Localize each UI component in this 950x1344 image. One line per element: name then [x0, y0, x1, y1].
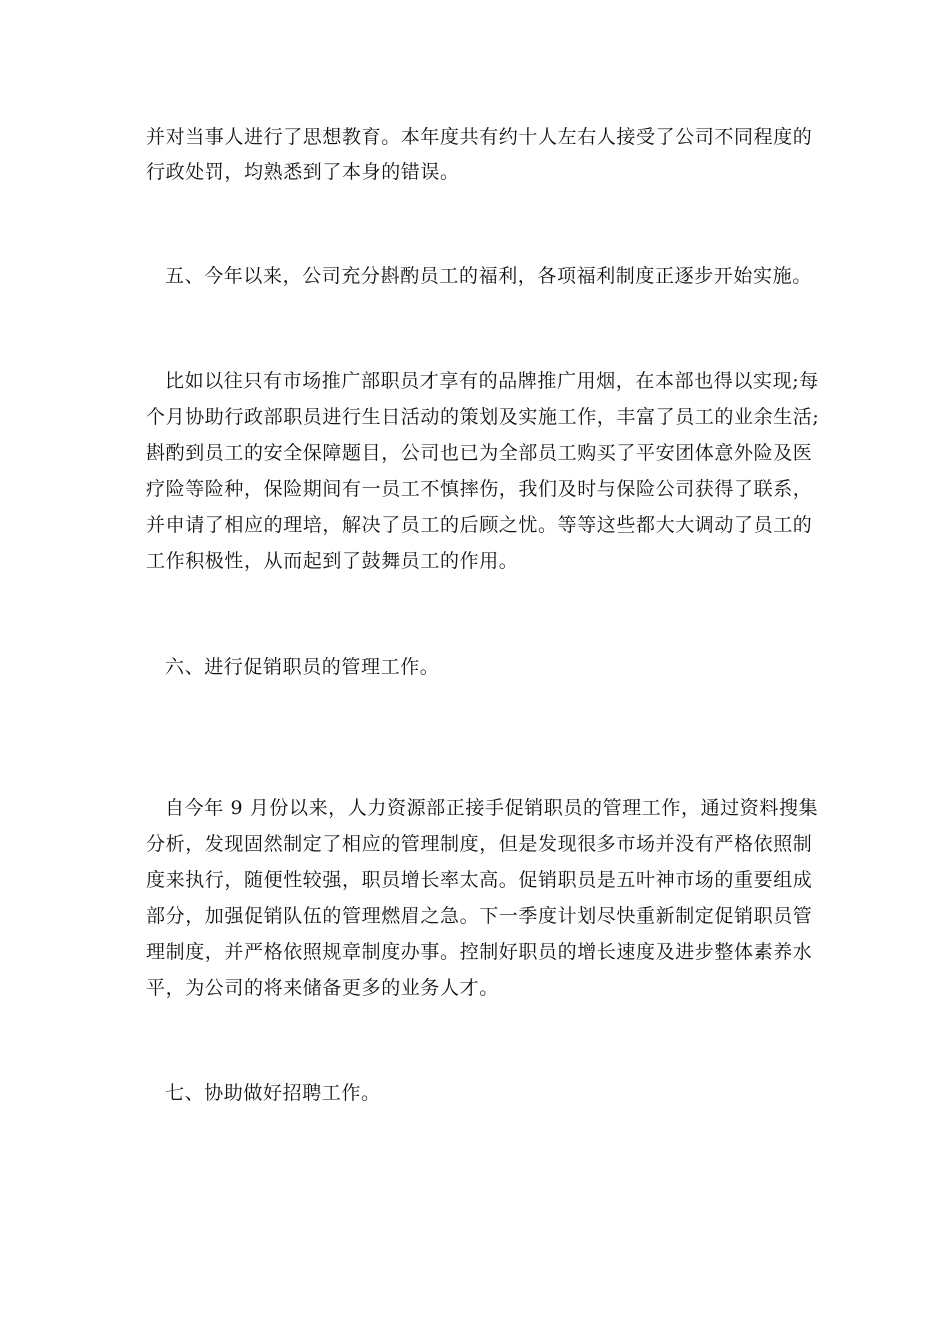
paragraph-line: 个月协助行政部职员进行生日活动的策划及实施工作，丰富了员工的业余生活; [146, 406, 820, 428]
paragraph-line: 行政处罚，均熟悉到了本身的错误。 [146, 161, 460, 183]
paragraph-line: 度来执行，随便性较强，职员增长率太高。促销职员是五叶神市场的重要组成 [146, 869, 813, 891]
section-heading: 七、协助做好招聘工作。 [165, 1082, 381, 1104]
paragraph-line: 斟酌到员工的安全保障题目，公司也已为全部员工购买了平安团体意外险及医 [146, 442, 813, 464]
paragraph-line: 工作积极性，从而起到了鼓舞员工的作用。 [146, 550, 519, 572]
section-heading: 五、今年以来，公司充分斟酌员工的福利，各项福利制度正逐步开始实施。 [165, 265, 812, 287]
paragraph-line: 并对当事人进行了思想教育。本年度共有约十人左右人接受了公司不同程度的 [146, 126, 813, 148]
paragraph-line: 疗险等险种，保险期间有一员工不慎摔伤，我们及时与保险公司获得了联系， [146, 478, 813, 500]
paragraph-line: 分析，发现固然制定了相应的管理制度，但是发现很多市场并没有严格依照制 [146, 833, 813, 855]
paragraph-line: 部分，加强促销队伍的管理燃眉之急。下一季度计划尽快重新制定促销职员管 [146, 905, 813, 927]
paragraph-line: 自今年 9 月份以来，人力资源部正接手促销职员的管理工作，通过资料搜集 [165, 797, 819, 819]
paragraph-line: 平，为公司的将来储备更多的业务人才。 [146, 977, 499, 999]
section-heading: 六、进行促销职员的管理工作。 [165, 656, 440, 678]
paragraph-line: 比如以往只有市场推广部职员才享有的品牌推广用烟，在本部也得以实现;每 [165, 370, 819, 392]
paragraph-line: 理制度，并严格依照规章制度办事。控制好职员的增长速度及进步整体素养水 [146, 941, 813, 963]
paragraph-line: 并申请了相应的理培，解决了员工的后顾之忧。等等这些都大大调动了员工的 [146, 514, 813, 536]
